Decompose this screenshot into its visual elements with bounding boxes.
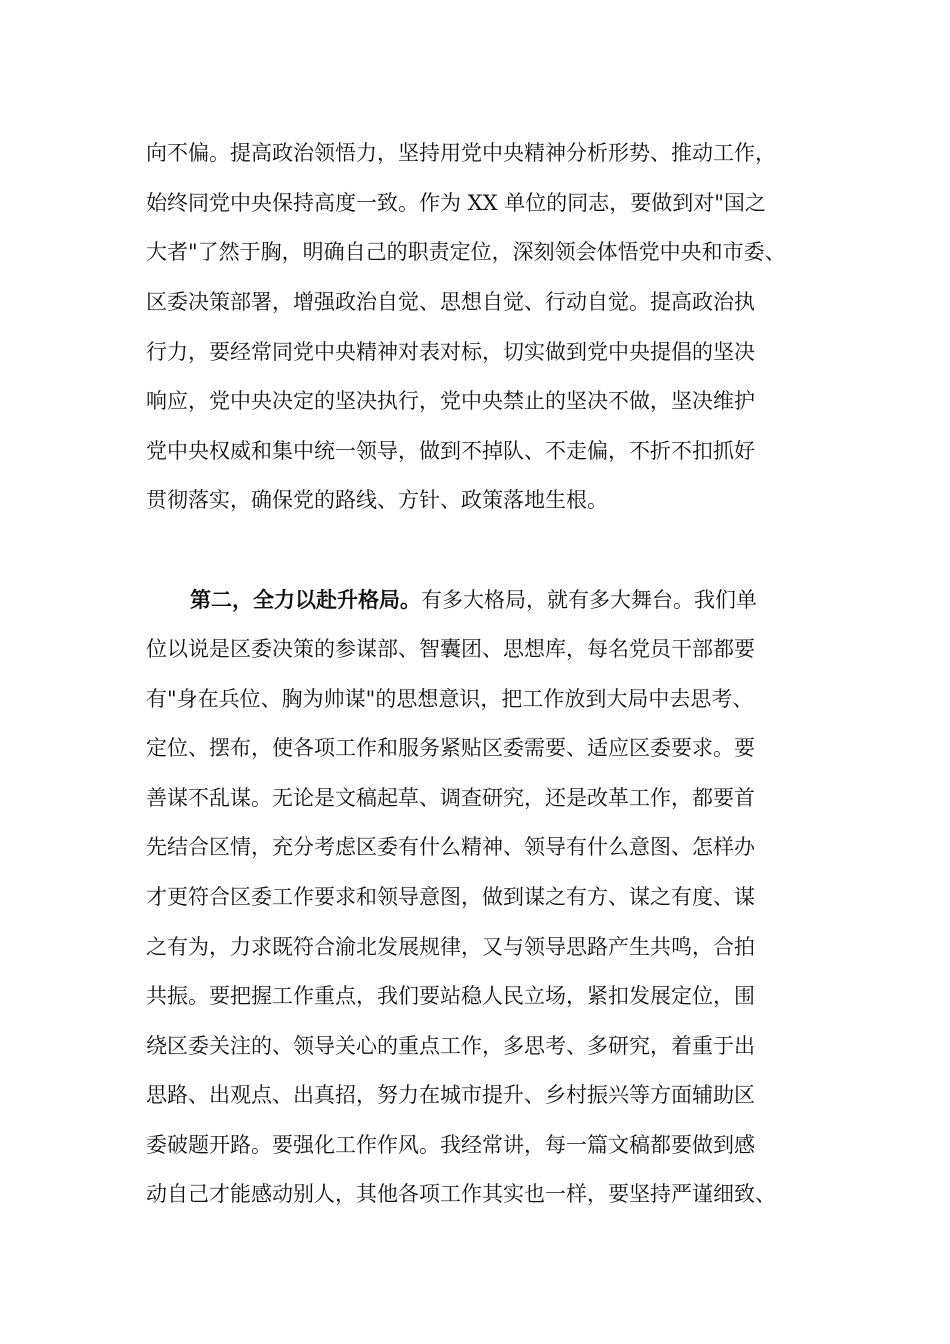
paragraph-2-line-12: 委破题开路。要强化工作作风。我经常讲，每一篇文稿都要做到感 [146, 1133, 755, 1157]
paragraph-1-line-4: 区委决策部署，增强政治自觉、思想自觉、行动自觉。提高政治执 [146, 290, 755, 314]
paragraph-2-line-10: 绕区委关注的、领导关心的重点工作，多思考、多研究，着重于出 [146, 1034, 755, 1058]
paragraph-1-line-1: 向不偏。提高政治领悟力，坚持用党中央精神分析形势、推动工作， [146, 141, 776, 165]
paragraph-2-line-4: 定位、摆布，使各项工作和服务紧贴区委需要、适应区委要求。要 [146, 736, 755, 760]
paragraph-2-line-3: 有"身在兵位、胸为帅谋"的思想意识，把工作放到大局中去思考、 [146, 687, 754, 711]
paragraph-2-line-7: 才更符合区委工作要求和领导意图，做到谋之有方、谋之有度、谋 [146, 885, 755, 909]
paragraph-2-line-11: 思路、出观点、出真招，努力在城市提升、乡村振兴等方面辅助区 [146, 1083, 755, 1107]
paragraph-1-line-2: 始终同党中央保持高度一致。作为 XX 单位的同志，要做到对"国之 [146, 191, 766, 215]
paragraph-2-line-1-text: 有多大格局，就有多大舞台。我们单 [421, 588, 757, 612]
paragraph-2-line-2: 位以说是区委决策的参谋部、智囊团、思想库，每名党员干部都要 [146, 637, 755, 661]
paragraph-2-line-9: 共振。要把握工作重点，我们要站稳人民立场，紧扣发展定位，围 [146, 984, 755, 1008]
paragraph-1-line-8: 贯彻落实，确保党的路线、方针、政策落地生根。 [146, 488, 608, 512]
paragraph-2-line-8: 之有为，力求既符合渝北发展规律，又与领导思路产生共鸣，合拍 [146, 935, 755, 959]
section-heading: 第二，全力以赴升格局。 [190, 587, 421, 612]
paragraph-1-line-6: 响应，党中央决定的坚决执行，党中央禁止的坚决不做，坚决维护 [146, 389, 755, 413]
paragraph-1-line-7: 党中央权威和集中统一领导，做到不掉队、不走偏，不折不扣抓好 [146, 439, 755, 463]
paragraph-2-line-5: 善谋不乱谋。无论是文稿起草、调查研究，还是改革工作，都要首 [146, 786, 755, 810]
paragraph-1-line-3: 大者"了然于胸，明确自己的职责定位，深刻领会体悟党中央和市委、 [146, 240, 786, 264]
paragraph-2-line-1 [190, 580, 836, 620]
paragraph-2-line-13: 动自己才能感动别人，其他各项工作其实也一样，要坚持严谨细致、 [146, 1182, 776, 1206]
paragraph-1-line-5: 行力，要经常同党中央精神对表对标，切实做到党中央提倡的坚决 [146, 340, 755, 364]
paragraph-2-line-6: 先结合区情，充分考虑区委有什么精神、领导有什么意图、怎样办 [146, 835, 755, 859]
